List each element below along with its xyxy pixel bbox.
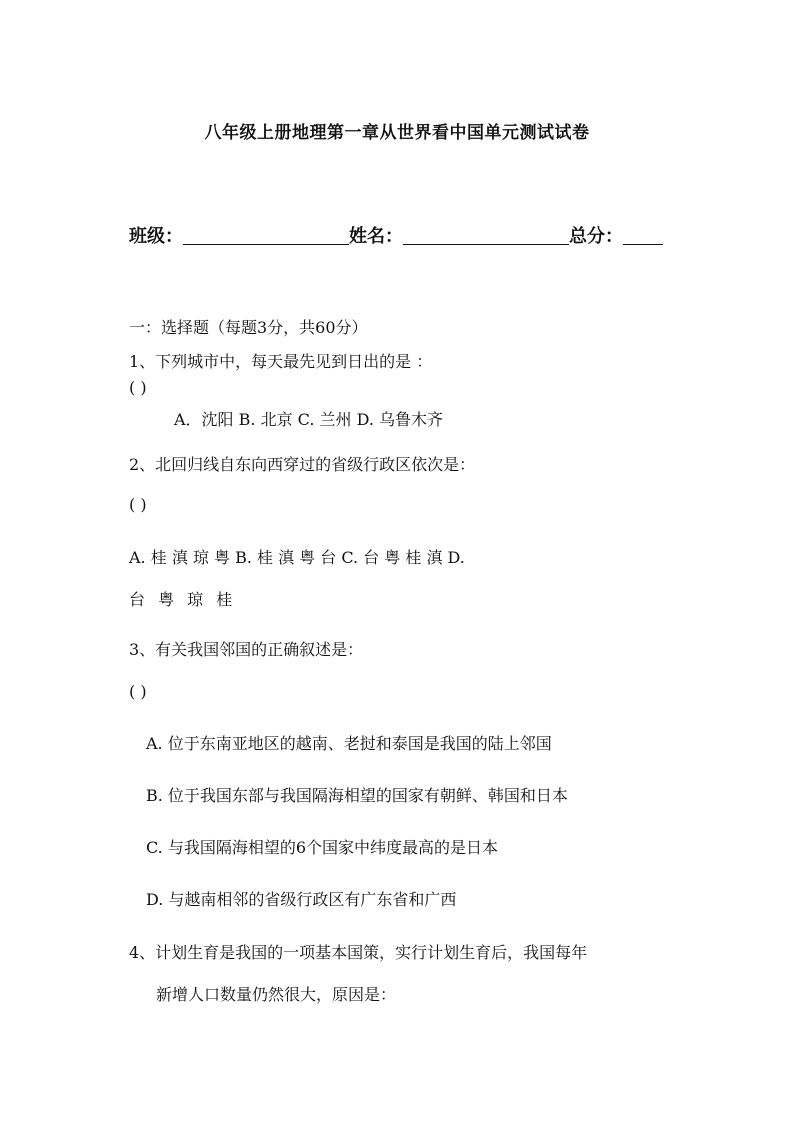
name-blank[interactable] xyxy=(403,226,569,245)
question-3-stem: 3、有关我国邻国的正确叙述是： xyxy=(129,640,364,659)
question-1-stem: 1、下列城市中，每天最先见到日出的是 ： xyxy=(129,352,433,371)
question-3-option-d: D. 与越南相邻的省级行政区有广东省和广西 xyxy=(146,890,457,909)
score-blank[interactable] xyxy=(623,226,663,245)
class-blank[interactable] xyxy=(183,226,349,245)
question-4-stem-line-1: 4、计划生育是我国的一项基本国策，实行计划生育后，我国每年 xyxy=(129,943,588,962)
question-2-stem: 2、北回归线自东向西穿过的省级行政区依次是： xyxy=(129,455,476,474)
page-title: 八年级上册地理第一章从世界看中国单元测试试卷 xyxy=(204,123,590,143)
question-2-options-line-1: A. 桂 滇 琼 粤 B. 桂 滇 粤 台 C. 台 粤 桂 滇 D. xyxy=(129,548,465,567)
score-label: 总分： xyxy=(569,226,623,247)
name-label: 姓名： xyxy=(349,226,403,247)
section-heading: 一：选择题（每题3分，共60分） xyxy=(129,318,368,337)
question-3-option-b: B. 位于我国东部与我国隔海相望的国家有朝鲜、韩国和日本 xyxy=(146,786,568,805)
question-4-stem-line-2: 新增人口数量仍然很大，原因是： xyxy=(156,985,397,1004)
question-3-option-c: C. 与我国隔海相望的6个国家中纬度最高的是日本 xyxy=(146,838,499,857)
question-1-answer-blank[interactable]: ( ) xyxy=(129,378,147,397)
question-3-option-a: A. 位于东南亚地区的越南、老挝和泰国是我国的陆上邻国 xyxy=(146,734,552,753)
question-1-options: A．沈阳 B. 北京 C. 兰州 D. 乌鲁木齐 xyxy=(174,410,444,429)
question-2-answer-blank[interactable]: ( ) xyxy=(129,495,147,514)
question-3-answer-blank[interactable]: ( ) xyxy=(129,682,147,701)
class-label: 班级： xyxy=(129,226,183,247)
question-2-options-line-2: 台 粤 琼 桂 xyxy=(129,590,237,609)
student-info-line xyxy=(129,222,663,248)
